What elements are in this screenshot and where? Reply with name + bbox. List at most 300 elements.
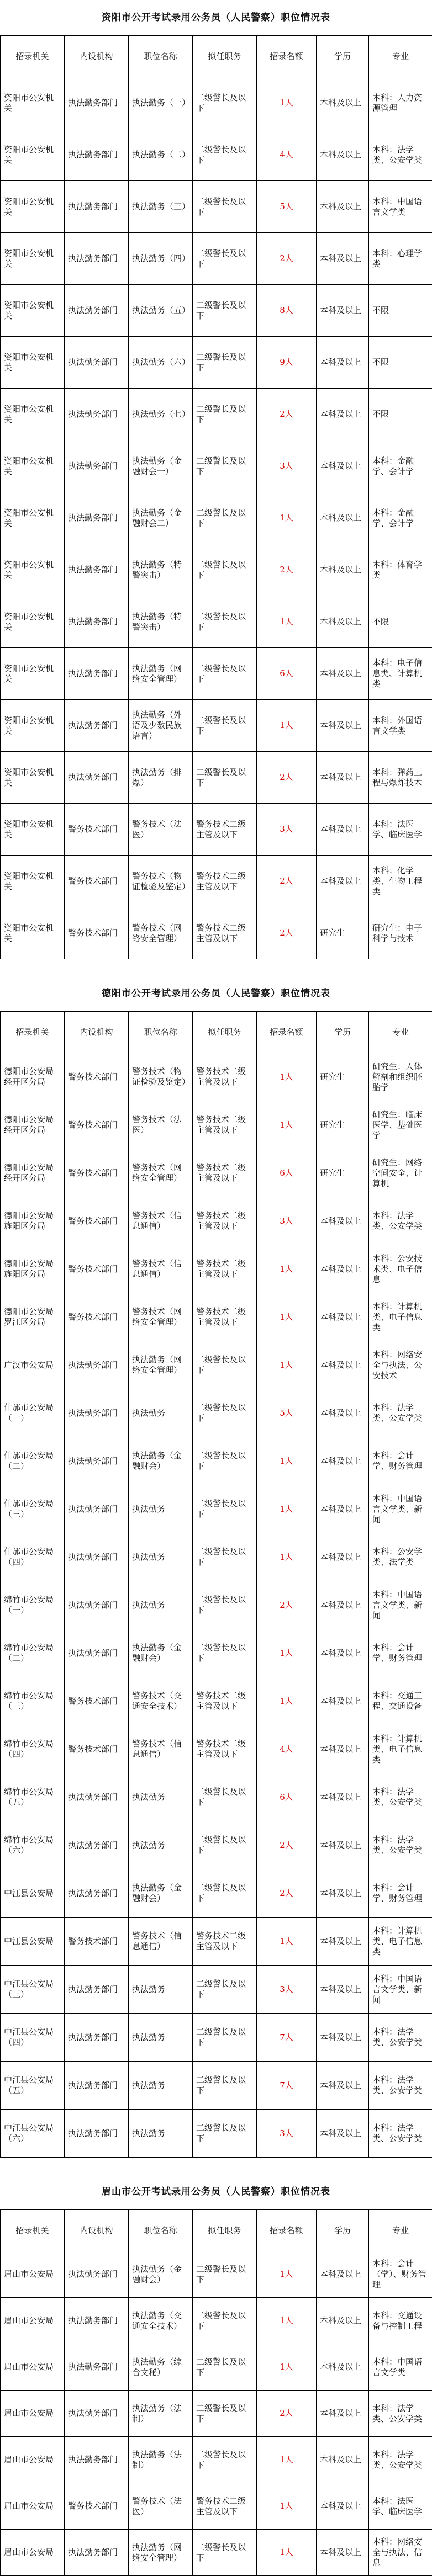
major-cell: 本科：法医学、临床医学 <box>369 2483 432 2530</box>
major-cell: 本科：网络安全与执法、公安技术 <box>369 1341 432 1389</box>
header-cell: 专业 <box>369 2210 432 2251</box>
section-spacer <box>0 2158 432 2174</box>
rank-cell: 警务技术二级主管及以下 <box>193 1725 257 1773</box>
department-cell: 执法勤务部门 <box>65 181 129 233</box>
education-cell: 本科及以上 <box>317 1629 369 1677</box>
agency-cell: 资阳市公安机关 <box>1 337 65 389</box>
quota-cell: 1人 <box>257 596 317 648</box>
agency-cell: 资阳市公安机关 <box>1 492 65 544</box>
department-cell: 执法勤务部门 <box>65 648 129 700</box>
quota-cell: 1人 <box>257 77 317 129</box>
agency-cell: 眉山市公安局 <box>1 2344 65 2391</box>
quota-cell: 1人 <box>257 700 317 752</box>
quota-cell: 1人 <box>257 2344 317 2391</box>
position-cell: 警务技术（网络安全管理） <box>129 907 193 959</box>
department-cell: 执法勤务部门 <box>65 1581 129 1629</box>
rank-cell: 二级警长及以下 <box>193 2391 257 2437</box>
education-cell: 本科及以上 <box>317 2483 369 2530</box>
education-cell: 研究生 <box>317 1101 369 1149</box>
education-cell: 本科及以上 <box>317 1677 369 1725</box>
agency-cell: 中江县公安局（六） <box>1 2110 65 2158</box>
education-cell: 本科及以上 <box>317 129 369 181</box>
department-cell: 警务技术部门 <box>65 1918 129 1966</box>
header-cell: 专业 <box>369 1012 432 1053</box>
position-cell: 执法勤务（六） <box>129 337 193 389</box>
header-cell: 学历 <box>317 36 369 77</box>
quota-cell: 2人 <box>257 233 317 285</box>
agency-cell: 绵竹市公安局（一） <box>1 1581 65 1629</box>
position-cell: 执法勤务（法制） <box>129 2391 193 2437</box>
table-row <box>1 181 432 233</box>
major-cell: 本科：网络安全与执法、信息 <box>369 2530 432 2576</box>
position-cell: 执法勤务（综合文秘） <box>129 2344 193 2391</box>
education-cell: 本科及以上 <box>317 648 369 700</box>
position-cell: 执法勤务（交通安全技术） <box>129 2298 193 2344</box>
agency-cell: 德阳市公安局经开区分局 <box>1 1053 65 1101</box>
table-row <box>1 1245 432 1293</box>
major-cell: 本科：会计（学）、财务管理 <box>369 2251 432 2298</box>
table-row <box>1 1197 432 1245</box>
agency-cell: 德阳市公安局经开区分局 <box>1 1149 65 1197</box>
agency-cell: 中江县公安局（三） <box>1 1966 65 2014</box>
quota-cell: 1人 <box>257 1485 317 1533</box>
education-cell: 研究生 <box>317 1149 369 1197</box>
table-row <box>1 2530 432 2576</box>
rank-cell: 二级警长及以下 <box>193 181 257 233</box>
rank-cell: 警务技术二级主管及以下 <box>193 1677 257 1725</box>
table-row <box>1 77 432 129</box>
quota-cell: 2人 <box>257 1581 317 1629</box>
department-cell: 警务技术部门 <box>65 856 129 907</box>
major-cell: 本科：法学类、公安学类 <box>369 2391 432 2437</box>
major-cell: 本科：交通工程、交通设备 <box>369 1677 432 1725</box>
header-row <box>1 1012 432 1053</box>
education-cell: 本科及以上 <box>317 2251 369 2298</box>
education-cell: 本科及以上 <box>317 1773 369 1821</box>
education-cell: 本科及以上 <box>317 1485 369 1533</box>
quota-cell: 1人 <box>257 2483 317 2530</box>
rank-cell: 二级警长及以下 <box>193 1533 257 1581</box>
quota-cell: 8人 <box>257 285 317 337</box>
position-cell: 执法勤务（七） <box>129 389 193 440</box>
department-cell: 执法勤务部门 <box>65 1485 129 1533</box>
position-cell: 警务技术（交通安全技术） <box>129 1677 193 1725</box>
major-cell: 本科：法医学、临床医学 <box>369 804 432 856</box>
rank-cell: 二级警长及以下 <box>193 285 257 337</box>
table-row <box>1 2483 432 2530</box>
major-cell: 本科：法学类、公安学类 <box>369 2437 432 2483</box>
department-cell: 警务技术部门 <box>65 1677 129 1725</box>
table-row <box>1 2391 432 2437</box>
position-cell: 执法勤务（网络安全管理） <box>129 2530 193 2576</box>
positions-table <box>0 2209 432 2576</box>
agency-cell: 绵竹市公安局（四） <box>1 1725 65 1773</box>
department-cell: 执法勤务部门 <box>65 2298 129 2344</box>
table-row <box>1 1389 432 1437</box>
position-cell: 执法勤务（网络安全管理） <box>129 1341 193 1389</box>
table-row <box>1 1341 432 1389</box>
position-cell: 执法勤务（五） <box>129 285 193 337</box>
major-cell: 本科：中国语言文学类、新闻 <box>369 1966 432 2014</box>
table-row <box>1 804 432 856</box>
position-cell: 执法勤务 <box>129 1389 193 1437</box>
table-row <box>1 596 432 648</box>
quota-cell: 1人 <box>257 1677 317 1725</box>
position-cell: 执法勤务（网络安全管理） <box>129 648 193 700</box>
rank-cell: 二级警长及以下 <box>193 389 257 440</box>
quota-cell: 2人 <box>257 544 317 596</box>
major-cell: 不限 <box>369 337 432 389</box>
rank-cell: 二级警长及以下 <box>193 1437 257 1485</box>
positions-table <box>0 35 432 959</box>
table-row <box>1 440 432 492</box>
rank-cell: 警务技术二级主管及以下 <box>193 1293 257 1341</box>
header-cell: 拟任职务 <box>193 2210 257 2251</box>
section-ziyang <box>0 0 432 959</box>
table-row <box>1 233 432 285</box>
header-cell: 招录名额 <box>257 2210 317 2251</box>
major-cell: 本科：化学类、生物工程类 <box>369 856 432 907</box>
department-cell: 警务技术部门 <box>65 907 129 959</box>
department-cell: 警务技术部门 <box>65 1101 129 1149</box>
rank-cell: 二级警长及以下 <box>193 1389 257 1437</box>
major-cell: 本科：法学类、公安学类 <box>369 1197 432 1245</box>
position-cell: 执法勤务（排爆） <box>129 752 193 804</box>
table-row <box>1 337 432 389</box>
header-cell: 招录名额 <box>257 36 317 77</box>
education-cell: 本科及以上 <box>317 440 369 492</box>
position-cell: 执法勤务 <box>129 1533 193 1581</box>
department-cell: 执法勤务部门 <box>65 1341 129 1389</box>
position-cell: 执法勤务（二） <box>129 129 193 181</box>
department-cell: 执法勤务部门 <box>65 492 129 544</box>
education-cell: 本科及以上 <box>317 181 369 233</box>
education-cell: 本科及以上 <box>317 544 369 596</box>
position-cell: 警务技术（信息通信） <box>129 1918 193 1966</box>
education-cell: 本科及以上 <box>317 596 369 648</box>
education-cell: 本科及以上 <box>317 2391 369 2437</box>
header-cell: 专业 <box>369 36 432 77</box>
position-cell: 警务技术（物证检验及鉴定） <box>129 856 193 907</box>
rank-cell: 二级警长及以下 <box>193 596 257 648</box>
department-cell: 执法勤务部门 <box>65 1966 129 2014</box>
major-cell: 本科：外国语言文学类 <box>369 700 432 752</box>
table-row <box>1 389 432 440</box>
major-cell: 本科：法学类、公安学类 <box>369 2014 432 2062</box>
department-cell: 执法勤务部门 <box>65 752 129 804</box>
department-cell: 执法勤务部门 <box>65 1629 129 1677</box>
table-row <box>1 1869 432 1918</box>
section-spacer <box>0 959 432 976</box>
education-cell: 本科及以上 <box>317 1821 369 1869</box>
table-row <box>1 1966 432 2014</box>
department-cell: 执法勤务部门 <box>65 1821 129 1869</box>
rank-cell: 二级警长及以下 <box>193 2251 257 2298</box>
department-cell: 警务技术部门 <box>65 2483 129 2530</box>
table-row <box>1 2251 432 2298</box>
positions-table <box>0 1011 432 2158</box>
department-cell: 警务技术部门 <box>65 1725 129 1773</box>
education-cell: 本科及以上 <box>317 804 369 856</box>
agency-cell: 资阳市公安机关 <box>1 804 65 856</box>
major-cell: 本科：中国语言文学类 <box>369 2344 432 2391</box>
table-row <box>1 2437 432 2483</box>
position-cell: 执法勤务 <box>129 1821 193 1869</box>
quota-cell: 1人 <box>257 492 317 544</box>
agency-cell: 资阳市公安机关 <box>1 181 65 233</box>
education-cell: 本科及以上 <box>317 856 369 907</box>
header-cell: 招录机关 <box>1 2210 65 2251</box>
position-cell: 执法勤务（金融财会） <box>129 2251 193 2298</box>
position-cell: 执法勤务 <box>129 2014 193 2062</box>
rank-cell: 二级警长及以下 <box>193 337 257 389</box>
quota-cell: 4人 <box>257 129 317 181</box>
table-row <box>1 1101 432 1149</box>
major-cell: 本科：弹药工程与爆炸技术 <box>369 752 432 804</box>
header-cell: 内设机构 <box>65 2210 129 2251</box>
rank-cell: 二级警长及以下 <box>193 1821 257 1869</box>
major-cell: 本科：计算机类、电子信息类 <box>369 1918 432 1966</box>
agency-cell: 资阳市公安机关 <box>1 77 65 129</box>
rank-cell: 二级警长及以下 <box>193 1581 257 1629</box>
table-row <box>1 1629 432 1677</box>
education-cell: 本科及以上 <box>317 2110 369 2158</box>
table-row <box>1 1581 432 1629</box>
rank-cell: 警务技术二级主管及以下 <box>193 1918 257 1966</box>
quota-cell: 2人 <box>257 752 317 804</box>
rank-cell: 警务技术二级主管及以下 <box>193 1197 257 1245</box>
position-cell: 执法勤务（外语及少数民族语言） <box>129 700 193 752</box>
education-cell: 本科及以上 <box>317 389 369 440</box>
department-cell: 警务技术部门 <box>65 1053 129 1101</box>
major-cell: 本科：法学类、公安学类 <box>369 1773 432 1821</box>
major-cell: 研究生：人体解剖和组织胚胎学 <box>369 1053 432 1101</box>
agency-cell: 中江县公安局 <box>1 1869 65 1918</box>
agency-cell: 眉山市公安局 <box>1 2251 65 2298</box>
section-meishan <box>0 2174 432 2576</box>
table-body <box>1 1053 432 2158</box>
position-cell: 执法勤务（金融财会） <box>129 1629 193 1677</box>
header-row <box>1 36 432 77</box>
major-cell: 不限 <box>369 285 432 337</box>
department-cell: 警务技术部门 <box>65 804 129 856</box>
position-cell: 执法勤务（四） <box>129 233 193 285</box>
rank-cell: 警务技术二级主管及以下 <box>193 804 257 856</box>
header-cell: 内设机构 <box>65 1012 129 1053</box>
major-cell: 本科：计算机类、电子信息类 <box>369 1293 432 1341</box>
position-cell: 警务技术（法医） <box>129 1101 193 1149</box>
department-cell: 执法勤务部门 <box>65 285 129 337</box>
rank-cell: 二级警长及以下 <box>193 492 257 544</box>
agency-cell: 绵竹市公安局（二） <box>1 1629 65 1677</box>
agency-cell: 什邡市公安局（三） <box>1 1485 65 1533</box>
education-cell: 本科及以上 <box>317 1341 369 1389</box>
education-cell: 本科及以上 <box>317 752 369 804</box>
agency-cell: 资阳市公安机关 <box>1 544 65 596</box>
quota-cell: 6人 <box>257 648 317 700</box>
table-row <box>1 2344 432 2391</box>
table-row <box>1 700 432 752</box>
department-cell: 执法勤务部门 <box>65 2014 129 2062</box>
education-cell: 本科及以上 <box>317 1581 369 1629</box>
quota-cell: 1人 <box>257 1533 317 1581</box>
agency-cell: 资阳市公安机关 <box>1 700 65 752</box>
quota-cell: 4人 <box>257 1725 317 1773</box>
education-cell: 本科及以上 <box>317 2298 369 2344</box>
table-row <box>1 1918 432 1966</box>
rank-cell: 警务技术二级主管及以下 <box>193 856 257 907</box>
quota-cell: 6人 <box>257 1773 317 1821</box>
table-body <box>1 77 432 959</box>
major-cell: 不限 <box>369 389 432 440</box>
agency-cell: 什邡市公安局（一） <box>1 1389 65 1437</box>
table-row <box>1 285 432 337</box>
table-row <box>1 492 432 544</box>
position-cell: 警务技术（网络安全管理） <box>129 1149 193 1197</box>
agency-cell: 德阳市公安局旌阳区分局 <box>1 1245 65 1293</box>
department-cell: 执法勤务部门 <box>65 700 129 752</box>
position-cell: 执法勤务 <box>129 1485 193 1533</box>
table-row <box>1 1149 432 1197</box>
quota-cell: 6人 <box>257 1149 317 1197</box>
department-cell: 执法勤务部门 <box>65 389 129 440</box>
department-cell: 警务技术部门 <box>65 1149 129 1197</box>
rank-cell: 二级警长及以下 <box>193 648 257 700</box>
header-cell: 内设机构 <box>65 36 129 77</box>
quota-cell: 9人 <box>257 337 317 389</box>
education-cell: 本科及以上 <box>317 2530 369 2576</box>
education-cell: 本科及以上 <box>317 1725 369 1773</box>
quota-cell: 7人 <box>257 2014 317 2062</box>
quota-cell: 1人 <box>257 1245 317 1293</box>
education-cell: 本科及以上 <box>317 2062 369 2110</box>
department-cell: 执法勤务部门 <box>65 2391 129 2437</box>
agency-cell: 眉山市公安局 <box>1 2483 65 2530</box>
table-row <box>1 129 432 181</box>
quota-cell: 1人 <box>257 1101 317 1149</box>
department-cell: 执法勤务部门 <box>65 2530 129 2576</box>
rank-cell: 警务技术二级主管及以下 <box>193 1053 257 1101</box>
agency-cell: 资阳市公安机关 <box>1 596 65 648</box>
table-row <box>1 2014 432 2062</box>
quota-cell: 2人 <box>257 907 317 959</box>
table-row <box>1 752 432 804</box>
education-cell: 本科及以上 <box>317 233 369 285</box>
position-cell: 警务技术（信息通信） <box>129 1725 193 1773</box>
major-cell: 本科：心理学类 <box>369 233 432 285</box>
agency-cell: 资阳市公安机关 <box>1 285 65 337</box>
table-row <box>1 544 432 596</box>
position-cell: 执法勤务（金融财会） <box>129 1437 193 1485</box>
position-cell: 执法勤务（一） <box>129 77 193 129</box>
rank-cell: 二级警长及以下 <box>193 129 257 181</box>
agency-cell: 中江县公安局（五） <box>1 2062 65 2110</box>
position-cell: 警务技术（网络安全管理） <box>129 1293 193 1341</box>
major-cell: 本科：会计学、财务管理 <box>369 1437 432 1485</box>
rank-cell: 二级警长及以下 <box>193 1773 257 1821</box>
table-row <box>1 1533 432 1581</box>
quota-cell: 3人 <box>257 440 317 492</box>
quota-cell: 7人 <box>257 2062 317 2110</box>
table-title: 资阳市公开考试录用公务员（人民警察）职位情况表 <box>0 0 432 35</box>
agency-cell: 眉山市公安局 <box>1 2298 65 2344</box>
major-cell: 本科：金融学、会计学 <box>369 492 432 544</box>
agency-cell: 中江县公安局 <box>1 1918 65 1966</box>
section-deyang <box>0 976 432 2158</box>
rank-cell: 二级警长及以下 <box>193 2110 257 2158</box>
major-cell: 研究生：网络空间安全、计算机 <box>369 1149 432 1197</box>
quota-cell: 1人 <box>257 1629 317 1677</box>
agency-cell: 什邡市公安局（二） <box>1 1437 65 1485</box>
rank-cell: 警务技术二级主管及以下 <box>193 907 257 959</box>
header-cell: 职位名称 <box>129 36 193 77</box>
rank-cell: 二级警长及以下 <box>193 233 257 285</box>
department-cell: 执法勤务部门 <box>65 544 129 596</box>
education-cell: 本科及以上 <box>317 1533 369 1581</box>
agency-cell: 广汉市公安局 <box>1 1341 65 1389</box>
quota-cell: 1人 <box>257 1053 317 1101</box>
agency-cell: 资阳市公安机关 <box>1 440 65 492</box>
agency-cell: 德阳市公安局罗江区分局 <box>1 1293 65 1341</box>
education-cell: 本科及以上 <box>317 1245 369 1293</box>
education-cell: 研究生 <box>317 1053 369 1101</box>
major-cell: 本科：会计学、财务管理 <box>369 1629 432 1677</box>
agency-cell: 绵竹市公安局（三） <box>1 1677 65 1725</box>
major-cell: 本科：法学类、公安学类 <box>369 2110 432 2158</box>
quota-cell: 3人 <box>257 1197 317 1245</box>
agency-cell: 德阳市公安局经开区分局 <box>1 1101 65 1149</box>
rank-cell: 二级警长及以下 <box>193 1966 257 2014</box>
education-cell: 本科及以上 <box>317 700 369 752</box>
department-cell: 执法勤务部门 <box>65 2437 129 2483</box>
agency-cell: 什邡市公安局（四） <box>1 1533 65 1581</box>
header-cell: 拟任职务 <box>193 36 257 77</box>
agency-cell: 中江县公安局（四） <box>1 2014 65 2062</box>
education-cell: 本科及以上 <box>317 285 369 337</box>
major-cell: 研究生：电子科学与技术 <box>369 907 432 959</box>
major-cell: 本科：电子信息类、计算机类 <box>369 648 432 700</box>
agency-cell: 眉山市公安局 <box>1 2391 65 2437</box>
table-row <box>1 1293 432 1341</box>
position-cell: 执法勤务（金融财会） <box>129 1869 193 1918</box>
education-cell: 本科及以上 <box>317 2344 369 2391</box>
quota-cell: 1人 <box>257 1918 317 1966</box>
position-cell: 执法勤务 <box>129 1581 193 1629</box>
agency-cell: 资阳市公安机关 <box>1 648 65 700</box>
education-cell: 本科及以上 <box>317 1293 369 1341</box>
department-cell: 警务技术部门 <box>65 1245 129 1293</box>
quota-cell: 1人 <box>257 2298 317 2344</box>
header-cell: 学历 <box>317 2210 369 2251</box>
major-cell: 本科：法学类、公安学类 <box>369 1821 432 1869</box>
position-cell: 警务技术（法医） <box>129 804 193 856</box>
agency-cell: 资阳市公安机关 <box>1 389 65 440</box>
table-row <box>1 1821 432 1869</box>
table-row <box>1 1485 432 1533</box>
quota-cell: 2人 <box>257 1821 317 1869</box>
education-cell: 本科及以上 <box>317 2437 369 2483</box>
quota-cell: 1人 <box>257 2437 317 2483</box>
major-cell: 本科：会计学、财务管理 <box>369 1869 432 1918</box>
table-row <box>1 856 432 907</box>
header-cell: 招录名额 <box>257 1012 317 1053</box>
table-row <box>1 2298 432 2344</box>
major-cell: 本科：交通设备与控制工程 <box>369 2298 432 2344</box>
department-cell: 执法勤务部门 <box>65 2062 129 2110</box>
major-cell: 本科：公安技术类、电子信息 <box>369 1245 432 1293</box>
education-cell: 本科及以上 <box>317 337 369 389</box>
quota-cell: 1人 <box>257 1341 317 1389</box>
